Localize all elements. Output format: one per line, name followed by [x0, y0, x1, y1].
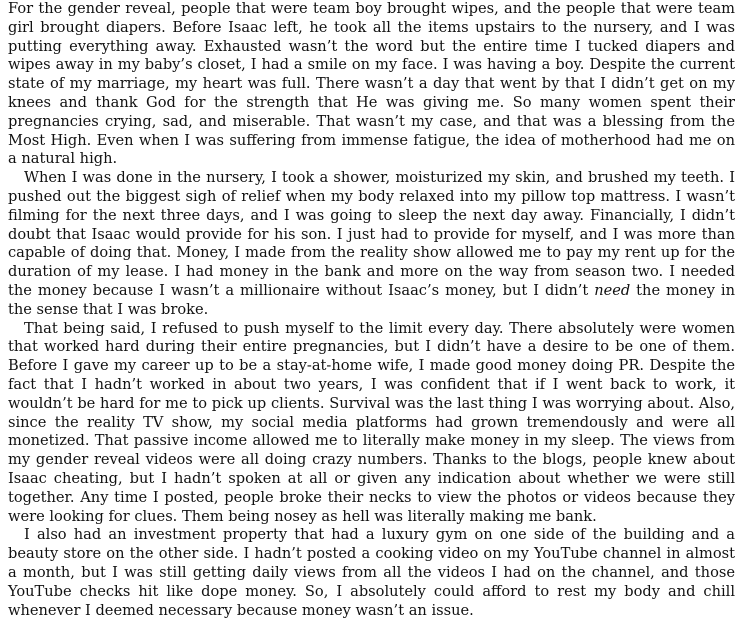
document-page	[8, 0, 735, 620]
paragraph-1	[8, 0, 735, 169]
paragraph-3	[8, 320, 735, 527]
paragraph-1-text: For the gender reveal, people that were team boy brought wipes, and the people that were team girl brought diapers. Before Isaac left, he took all the items upstairs to the nursery, and I was putting everything away. Exhausted wasn’t the word but the entire time I tucked diapers and wipes away in my baby’s closet, I had a smile on my face. I was having a boy. Despite the current state of my marriage, my heart was full. There wasn’t a day that went by that I didn’t get on my knees and thank God for the strength that He was giving me. So many women spent their pregnancies crying, sad, and miserable. That wasn’t my case, and that was a blessing from the Most High. Even when I was suffering from immense fatigue, the idea of motherhood had me on a natural high.	[8, 0, 735, 168]
paragraph-4	[8, 526, 735, 620]
paragraph-3-text: That being said, I refused to push myself to the limit every day. There absolutely were women that worked hard during their entire pregnancies, but I didn’t have a desire to be one of them. Before I gave my career up to be a stay-at-home wife, I made good money doing PR. Despite the fact that I hadn’t worked in about two years, I was confident that if I went back to work, it wouldn’t be hard for me to pick up clients. Survival was the last thing I was worrying about. Also, since the reality TV show, my social media platforms had grown tremendously and were all monetized. That passive income allowed me to literally make money in my sleep. The views from my gender reveal videos were all doing crazy numbers. Thanks to the blogs, people knew about Isaac cheating, but I hadn’t spoken at all or given any indication about whether we were still together. Any time I posted, people broke their necks to view the photos or videos because they were looking for clues. Them being nosey as hell was literally making me bank.	[8, 319, 735, 525]
paragraph-2-text-start: When I was done in the nursery, I took a shower, moisturized my skin, and brushed my teeth. I pushed out the biggest sigh of relief when my body relaxed into my pillow top mattress. I wasn’t filming for the next three days, and I was going to sleep the next day away. Financially, I didn’t doubt that Isaac would provide for his son. I just had to provide for myself, and I was more than capable of doing that. Money, I made from the reality show allowed me to pay my rent up for the duration of my lease. I had money in the bank and more on the way from season two. I needed the money because I wasn’t a millionaire without Isaac’s money, but I didn’t	[8, 169, 735, 299]
paragraph-2-emphasis: need	[594, 281, 631, 299]
paragraph-4-text: I also had an investment property that had a luxury gym on one side of the building and a beauty store on the other side. I hadn’t posted a cooking video on my YouTube channel in almost a month, but I was still getting daily views from all the videos I had on the channel, and those YouTube checks hit like dope money. So, I absolutely could afford to rest my body and chill whenever I deemed necessary because money wasn’t an issue.	[8, 526, 735, 619]
paragraph-2	[8, 169, 735, 319]
paragraph-2-text-end: the money in the sense that I was broke.	[8, 281, 735, 318]
